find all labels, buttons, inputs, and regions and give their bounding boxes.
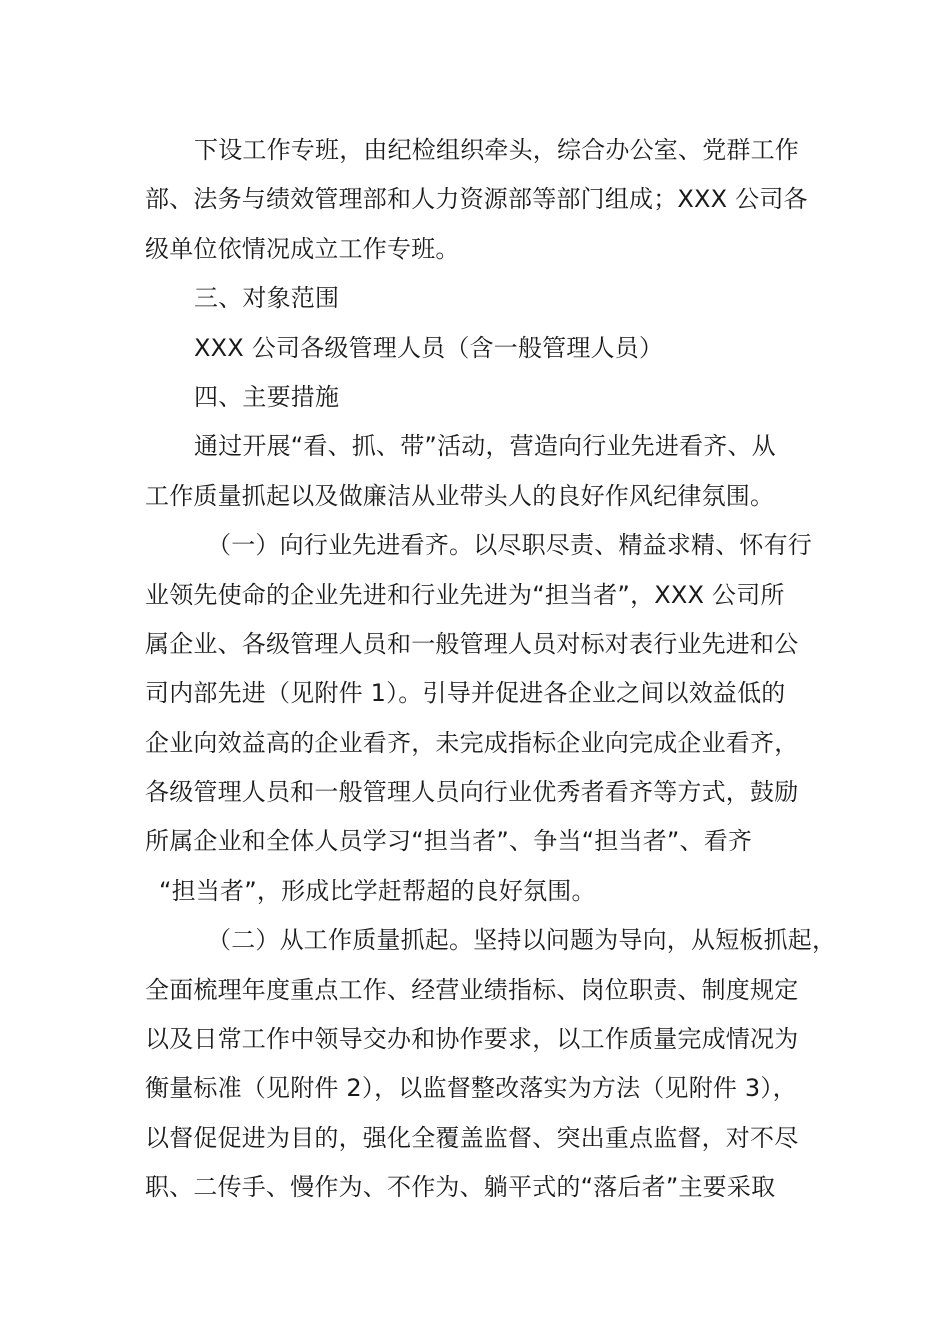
paragraph-line: 所属企业和全体人员学习“担当者”、争当“担当者”、看齐: [145, 827, 753, 856]
section-heading: 四、主要措施: [194, 382, 340, 411]
paragraph-line: 企业向效益高的企业看齐，未完成指标企业向完成企业看齐，: [145, 728, 799, 757]
paragraph-line: 职、二传手、慢作为、不作为、躺平式的“落后者”主要采取: [145, 1173, 776, 1202]
paragraph-line: 属企业、各级管理人员和一般管理人员对标对表行业先进和公: [145, 629, 799, 658]
paragraph-line: 部、法务与绩效管理部和人力资源部等部门组成；XXX 公司各: [145, 185, 808, 214]
paragraph-line: 下设工作专班，由纪检组织牵头，综合办公室、党群工作: [194, 136, 799, 164]
subsection-line: （二）从工作质量抓起。坚持以问题为导向，从短板抓起，: [207, 926, 837, 955]
paragraph-line: 通过开展“看、抓、带”活动，营造向行业先进看齐、从: [194, 432, 776, 461]
section-heading: 三、对象范围: [194, 284, 340, 313]
paragraph-line: XXX 公司各级管理人员（含一般管理人员）: [194, 333, 664, 362]
paragraph-line: 各级管理人员和一般管理人员向行业优秀者看齐等方式，鼓励: [145, 778, 799, 807]
document-body: [145, 126, 837, 1213]
paragraph-line: 全面梳理年度重点工作、经营业绩指标、岗位职责、制度规定: [145, 975, 799, 1004]
paragraph-line: 业领先使命的企业先进和行业先进为“担当者”，XXX 公司所: [145, 580, 785, 609]
paragraph-line: 衡量标准（见附件 2），以监督整改落实为方法（见附件 3），: [145, 1074, 797, 1103]
paragraph-line: 以及日常工作中领导交办和协作要求，以工作质量完成情况为: [145, 1025, 799, 1054]
paragraph-line: “担当者”，形成比学赶帮超的良好氛围。: [159, 876, 596, 905]
subsection-line: （一）向行业先进看齐。以尽职尽责、精益求精、怀有行: [207, 531, 812, 560]
paragraph-line: 以督促促进为目的，强化全覆盖监督、突出重点监督，对不尽: [145, 1123, 799, 1152]
paragraph-line: 级单位依情况成立工作专班。: [145, 234, 460, 263]
paragraph-line: 司内部先进（见附件 1）。引导并促进各企业之间以效益低的: [145, 679, 786, 708]
paragraph-line: 工作质量抓起以及做廉洁从业带头人的良好作风纪律氛围。: [145, 481, 775, 510]
